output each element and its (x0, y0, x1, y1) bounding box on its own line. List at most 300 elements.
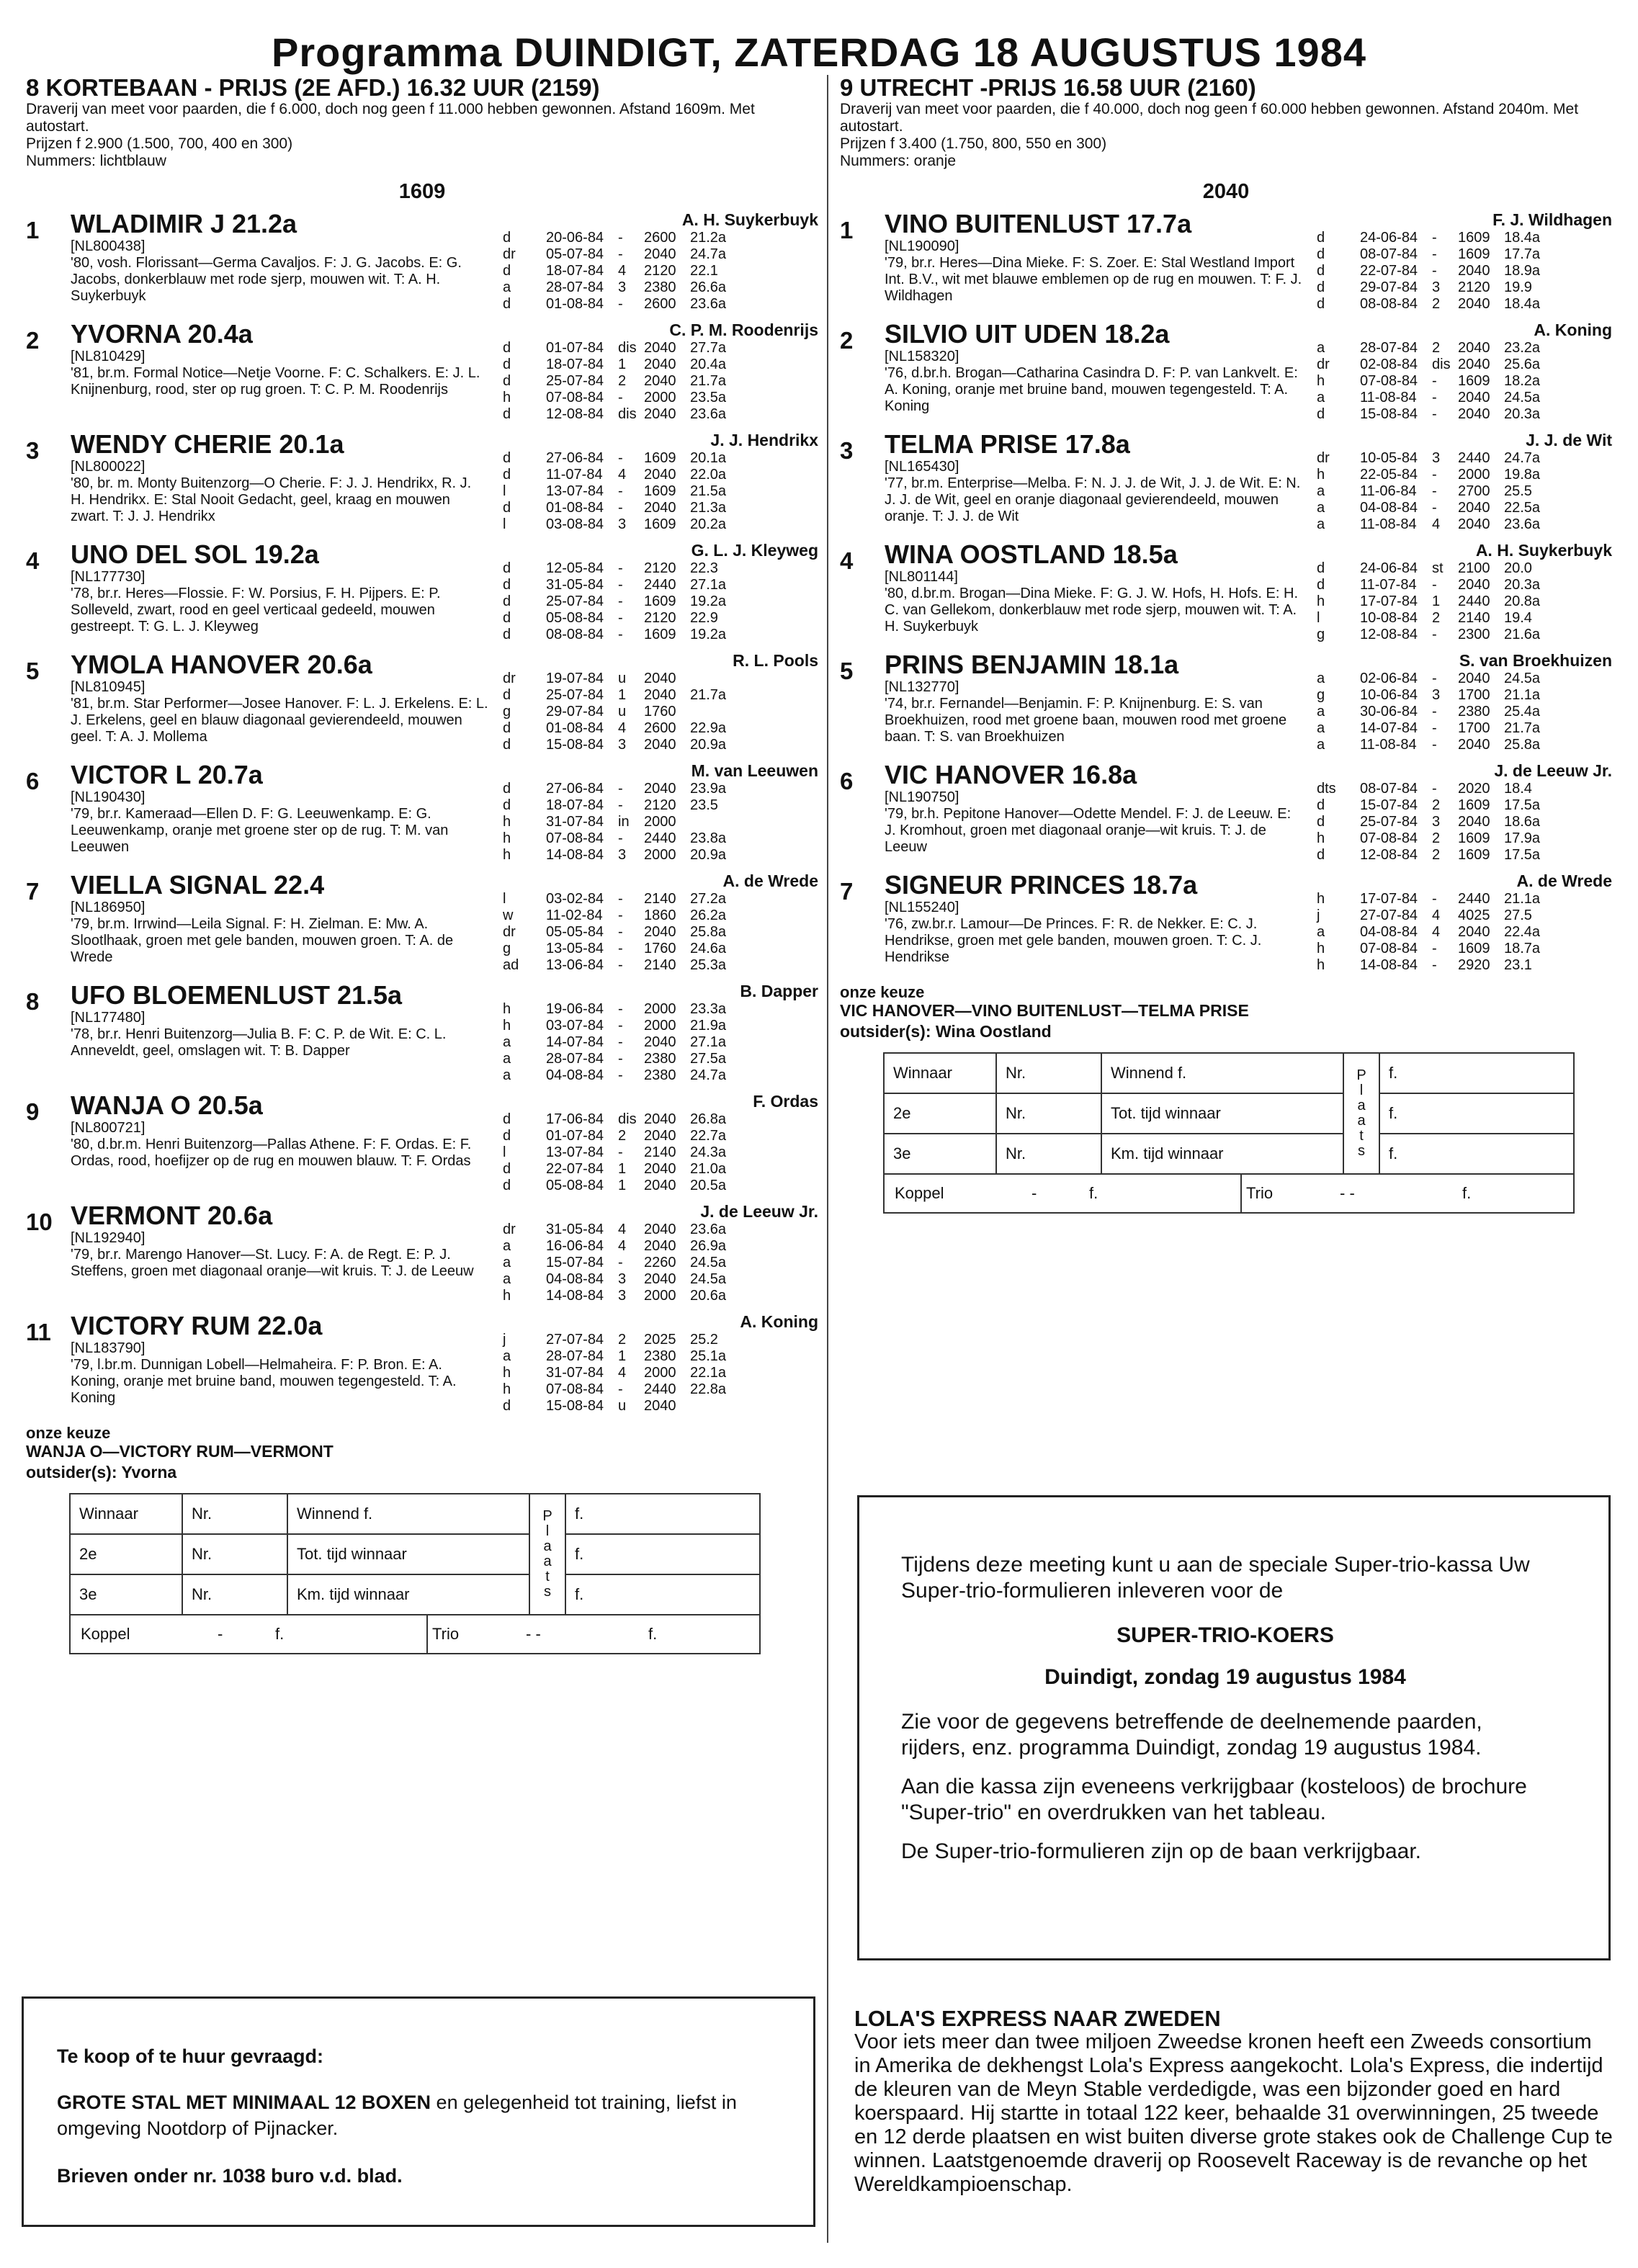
result-course: a (1317, 720, 1325, 736)
result-row (1317, 340, 1612, 357)
result-dash: 2 (618, 373, 627, 389)
form-km-tijd[interactable]: Km. tijd winnaar (1101, 1134, 1343, 1174)
horse-results (503, 1201, 818, 1304)
result-row (1317, 467, 1612, 483)
result-distance: 2440 (644, 577, 676, 593)
horse-number: 9 (26, 1098, 40, 1125)
result-course: g (1317, 687, 1325, 703)
result-time: 19.9 (1504, 279, 1532, 295)
lola-body: Voor iets meer dan twee miljoen Zweedse kronen heeft een Zweeds consortium in Amerika de dekhengst Lola's Express aangekocht. Lola's Express, die indertijd de kleuren van de Meyn Stable verdedigde, was een bijzonder goed en hard koerspaard. Hij startte in totaal 122 keer, behaalde 31 overwinningen, 25 tweede en 12 derde plaatsen en wist buiten diverse grote stakes ook de Challenge Cup te winnen. Laatstgenoemde draverij op Roosevelt Raceway is de revanche op het Wereldkampioenschap. (854, 2030, 1613, 2196)
horse-number: 6 (840, 768, 854, 794)
driver-name: A. H. Suykerbuyk (1475, 541, 1612, 560)
result-date: 24-06-84 (1360, 560, 1418, 576)
result-distance: 2380 (644, 1348, 676, 1364)
result-dash: 4 (1432, 516, 1441, 532)
result-time: 18.7a (1504, 941, 1541, 956)
result-date: 17-06-84 (546, 1111, 604, 1127)
result-dash: 3 (1432, 814, 1441, 830)
result-course: d (1317, 847, 1325, 863)
result-course: d (503, 1161, 511, 1177)
result-dash: - (618, 593, 623, 609)
result-date: 31-05-84 (546, 577, 604, 593)
result-date: 10-06-84 (1360, 687, 1418, 703)
result-time: 19.2a (690, 593, 727, 609)
result-course: d (503, 687, 511, 703)
result-course: d (1317, 296, 1325, 312)
horse-name: VINO BUITENLUST 17.7a (885, 209, 1192, 238)
result-row (503, 924, 818, 941)
race-prizes: Prijzen f 2.900 (1.500, 700, 400 en 300) (26, 135, 293, 152)
horse-registration: [NL177480] (71, 1010, 146, 1026)
outsider-label: outsider(s): (26, 1463, 117, 1482)
result-time: 25.2 (690, 1332, 718, 1348)
result-dash: - (1432, 957, 1437, 973)
result-date: 15-07-84 (1360, 797, 1418, 813)
horse-name: YVORNA 20.4a (71, 319, 253, 349)
result-course: dr (1317, 357, 1330, 372)
result-row (503, 781, 818, 797)
horse-entry (840, 210, 1612, 313)
result-time: 18.6a (1504, 814, 1541, 830)
driver-name: J. de Leeuw Jr. (700, 1202, 818, 1221)
horse-results (1317, 761, 1612, 864)
result-dash: 3 (1432, 687, 1441, 703)
horse-info (71, 1312, 496, 1415)
result-time: 24.7a (690, 246, 727, 262)
result-distance: 2040 (644, 406, 676, 422)
result-time: 22.0a (690, 467, 727, 483)
horse-pedigree: '74, br.r. Fernandel—Benjamin. F: P. Knijnenburg. E: S. van Broekhuizen, rood met groene baan, mouwen rood met groene baan. T: S. van Broekhuizen (885, 696, 1287, 745)
result-distance: 2025 (644, 1332, 676, 1348)
form-f[interactable]: f. (1379, 1134, 1574, 1174)
result-course: l (1317, 610, 1320, 626)
result-row (503, 577, 818, 593)
form-trio-f[interactable]: f. (648, 1625, 658, 1643)
result-dash: - (618, 797, 623, 813)
result-time: 20.0 (1504, 560, 1532, 576)
result-time: 25.5 (1504, 483, 1532, 499)
driver-name: A. de Wrede (1516, 871, 1612, 890)
driver-name: F. J. Wildhagen (1492, 210, 1612, 229)
form-dash: - (218, 1625, 223, 1643)
result-dash: 3 (618, 1288, 627, 1304)
result-dash: - (618, 924, 623, 940)
result-dash: 4 (618, 263, 627, 279)
form-tot-tijd[interactable]: Tot. tijd winnaar (1101, 1093, 1343, 1134)
result-distance: 2040 (1458, 296, 1490, 312)
result-row (1317, 373, 1612, 390)
result-distance: 2040 (1458, 340, 1490, 356)
column-divider (827, 75, 828, 2243)
result-row (503, 610, 818, 627)
horse-results (503, 1091, 818, 1194)
result-row (503, 1067, 818, 1084)
keuze-label: onze keuze (26, 1424, 111, 1442)
result-time: 20.4a (690, 357, 727, 372)
form-nr[interactable]: Nr. (182, 1574, 287, 1615)
horse-results (1317, 320, 1612, 423)
horse-name: WINA OOSTLAND 18.5a (885, 539, 1178, 569)
result-dash: 3 (618, 279, 627, 295)
horse-pedigree: '79, br.r. Marengo Hanover—St. Lucy. F: A. de Regt. E: P. J. Steffens, groen met diagonaal oranje—wit kruis. T: J. de Leeuw (71, 1247, 474, 1279)
form-koppel-f[interactable]: f. (275, 1615, 428, 1653)
result-distance: 2040 (1458, 500, 1490, 516)
result-dash: - (618, 941, 623, 956)
race-prizes: Prijzen f 3.400 (1.750, 800, 550 en 300) (840, 135, 1107, 152)
result-distance: 1609 (644, 516, 676, 532)
result-course: d (1317, 246, 1325, 262)
result-date: 10-08-84 (1360, 610, 1418, 626)
result-time: 23.5a (690, 390, 727, 405)
race-numbers: Nummers: oranje (840, 153, 957, 169)
horse-number: 1 (26, 217, 40, 243)
result-time: 21.2a (690, 230, 727, 246)
result-distance: 2040 (644, 1238, 676, 1254)
result-time: 22.1 (690, 263, 718, 279)
result-dash: - (618, 246, 623, 262)
result-row (503, 1332, 818, 1348)
result-row (1317, 390, 1612, 406)
result-dash: - (618, 830, 623, 846)
form-trio-f[interactable]: f. (1462, 1184, 1472, 1202)
result-dash: - (1432, 483, 1437, 499)
outsider-value: Wina Oostland (935, 1022, 1052, 1041)
result-dash: 4 (618, 1365, 627, 1381)
result-dash: - (1432, 230, 1437, 246)
result-time: 21.1a (1504, 891, 1541, 907)
result-date: 03-08-84 (546, 516, 604, 532)
result-row (1317, 957, 1612, 974)
horse-registration: [NL801144] (885, 569, 958, 585)
result-time: 20.9a (690, 737, 727, 753)
result-time: 20.5a (690, 1178, 727, 1193)
result-time: 21.7a (690, 373, 727, 389)
result-row (1317, 704, 1612, 720)
result-row (503, 340, 818, 357)
result-row (1317, 830, 1612, 847)
horse-info (885, 761, 1310, 864)
result-row (503, 1178, 818, 1194)
result-course: a (1317, 737, 1325, 753)
form-f[interactable]: f. (565, 1574, 760, 1615)
result-row (503, 737, 818, 753)
result-date: 15-08-84 (546, 737, 604, 753)
result-course: d (503, 627, 511, 642)
result-row (1317, 577, 1612, 593)
horse-info (71, 430, 496, 533)
horse-entry (840, 650, 1612, 753)
horse-results (1317, 650, 1612, 753)
result-date: 13-07-84 (546, 483, 604, 499)
result-time: 18.4 (1504, 781, 1532, 797)
result-distance: 2040 (644, 467, 676, 483)
result-dash: - (1432, 390, 1437, 405)
result-row (503, 230, 818, 246)
result-distance: 1760 (644, 704, 676, 720)
plaats-letter: a (1357, 1113, 1366, 1129)
ad-footer: Brieven onder nr. 1038 buro v.d. blad. (57, 2165, 403, 2187)
result-date: 05-08-84 (546, 1178, 604, 1193)
result-distance: 2000 (644, 390, 676, 405)
horse-entry (26, 1091, 818, 1194)
result-course: h (503, 847, 511, 863)
result-distance: 2040 (644, 340, 676, 356)
result-course: d (1317, 406, 1325, 422)
result-dash: 4 (618, 1238, 627, 1254)
result-dash: - (1432, 373, 1437, 389)
result-course: g (503, 704, 511, 720)
result-row (503, 373, 818, 390)
result-date: 14-07-84 (1360, 720, 1418, 736)
result-time: 27.1a (690, 577, 727, 593)
result-dash: - (1432, 704, 1437, 720)
horse-registration: [NL165430] (885, 459, 959, 475)
form-nr[interactable]: Nr. (182, 1494, 287, 1534)
result-course: d (503, 406, 511, 422)
result-distance: 2100 (1458, 560, 1490, 576)
result-course: a (503, 279, 511, 295)
result-row (503, 390, 818, 406)
result-row (1317, 797, 1612, 814)
result-row (1317, 610, 1612, 627)
result-time: 19.4 (1504, 610, 1532, 626)
result-time: 18.9a (1504, 263, 1541, 279)
result-row (1317, 357, 1612, 373)
result-course: a (503, 1238, 511, 1254)
form-f[interactable]: f. (1379, 1093, 1574, 1134)
result-course: a (1317, 516, 1325, 532)
result-course: h (1317, 593, 1325, 609)
horse-entry (840, 320, 1612, 423)
result-distance: 2380 (644, 279, 676, 295)
plaats-letter: a (543, 1554, 552, 1569)
driver-name: J. de Leeuw Jr. (1494, 761, 1612, 780)
result-time: 21.9a (690, 1018, 727, 1034)
result-distance: 1609 (644, 593, 676, 609)
result-course: l (503, 516, 506, 532)
result-time: 23.3a (690, 1001, 727, 1017)
result-course: a (1317, 500, 1325, 516)
result-course: d (1317, 577, 1325, 593)
race-distance: 2040 (1202, 180, 1250, 203)
result-distance: 2040 (644, 1178, 676, 1193)
driver-name: J. J. de Wit (1526, 431, 1612, 449)
form-winnend[interactable]: Winnend f. (287, 1494, 529, 1534)
result-course: h (1317, 891, 1325, 907)
horse-results (503, 320, 818, 423)
form-nr[interactable]: Nr. (996, 1053, 1101, 1093)
horse-entry (840, 430, 1612, 533)
result-row (503, 357, 818, 373)
outsider-label: outsider(s): (840, 1022, 931, 1041)
result-dash: - (618, 957, 623, 973)
result-course: ad (503, 957, 519, 973)
result-date: 01-07-84 (546, 340, 604, 356)
result-date: 14-08-84 (546, 847, 604, 863)
result-dash: in (618, 814, 630, 830)
result-distance: 2440 (1458, 593, 1490, 609)
result-dash: u (618, 704, 627, 720)
result-date: 08-07-84 (1360, 246, 1418, 262)
result-course: d (503, 1128, 511, 1144)
result-course: h (503, 1001, 511, 1017)
form-nr[interactable]: Nr. (996, 1093, 1101, 1134)
result-course: dts (1317, 781, 1336, 797)
result-date: 04-08-84 (1360, 500, 1418, 516)
result-date: 11-08-84 (1360, 516, 1417, 532)
result-distance: 1609 (1458, 941, 1490, 956)
result-distance: 2440 (644, 830, 676, 846)
result-time: 26.6a (690, 279, 727, 295)
result-course: d (503, 1398, 511, 1414)
form-tot-tijd[interactable]: Tot. tijd winnaar (287, 1534, 529, 1574)
horse-name: UNO DEL SOL 19.2a (71, 539, 319, 569)
horse-name: SIGNEUR PRINCES 18.7a (885, 870, 1198, 900)
result-date: 07-08-84 (546, 390, 604, 405)
result-course: a (503, 1348, 511, 1364)
result-time: 22.9a (690, 720, 727, 736)
result-row (503, 1111, 818, 1128)
result-dash: - (618, 1034, 623, 1050)
result-time: 22.9 (690, 610, 718, 626)
form-winnaar: Winnaar (884, 1053, 996, 1093)
result-row (503, 907, 818, 924)
result-time: 24.3a (690, 1144, 727, 1160)
result-date: 07-08-84 (1360, 373, 1418, 389)
result-date: 10-05-84 (1360, 450, 1418, 466)
result-course: d (1317, 230, 1325, 246)
result-distance: 1760 (644, 941, 676, 956)
result-date: 13-07-84 (546, 1144, 604, 1160)
result-dash: 3 (1432, 279, 1441, 295)
horse-entry (26, 210, 818, 313)
form-km-tijd[interactable]: Km. tijd winnaar (287, 1574, 529, 1615)
horse-registration: [NL158320] (885, 349, 959, 364)
horse-pedigree: '80, d.br.m. Henri Buitenzorg—Pallas Athene. F: F. Ordas. E: F. Ordas, rood, hoefijzer op de rug en mouwen blauw. T: F. Ordas (71, 1137, 472, 1169)
result-row (503, 483, 818, 500)
horse-registration: [NL190750] (885, 789, 959, 805)
result-dash: - (618, 296, 623, 312)
driver-name: M. van Leeuwen (691, 761, 818, 780)
horse-name: VICTORY RUM 22.0a (71, 1311, 323, 1340)
result-distance: 2120 (644, 263, 676, 279)
horse-registration: [NL132770] (885, 679, 959, 695)
result-distance: 2040 (644, 687, 676, 703)
result-row (1317, 891, 1612, 907)
form-nr[interactable]: Nr. (996, 1134, 1101, 1174)
horse-name: UFO BLOEMENLUST 21.5a (71, 980, 403, 1010)
form-nr[interactable]: Nr. (182, 1534, 287, 1574)
result-course: g (503, 941, 511, 956)
result-date: 08-08-84 (1360, 296, 1418, 312)
result-distance: 2000 (644, 1365, 676, 1381)
result-date: 27-06-84 (546, 781, 604, 797)
result-dash: 2 (618, 1332, 627, 1348)
result-row (1317, 671, 1612, 687)
result-distance: 2040 (1458, 357, 1490, 372)
result-date: 30-06-84 (1360, 704, 1418, 720)
result-course: h (1317, 957, 1325, 973)
result-distance: 1700 (1458, 687, 1490, 703)
result-dash: - (1432, 406, 1437, 422)
keuze-label: onze keuze (840, 983, 925, 1001)
result-dash: u (618, 671, 627, 686)
result-date: 13-05-84 (546, 941, 604, 956)
horse-entry (26, 871, 818, 974)
result-dash: - (1432, 720, 1437, 736)
result-dash: 1 (1432, 593, 1441, 609)
result-date: 17-07-84 (1360, 891, 1418, 907)
result-distance: 2700 (1458, 483, 1490, 499)
result-course: d (1317, 560, 1325, 576)
result-time: 27.2a (690, 891, 727, 907)
result-dash: 4 (618, 467, 627, 483)
result-time: 25.6a (1504, 357, 1541, 372)
result-time: 21.5a (690, 483, 727, 499)
result-course: d (1317, 279, 1325, 295)
result-course: d (503, 577, 511, 593)
form-koppel-f[interactable]: f. (1089, 1175, 1242, 1212)
form-koppel: Koppel (81, 1625, 130, 1643)
result-date: 03-07-84 (546, 1018, 604, 1034)
result-course: d (503, 781, 511, 797)
result-time: 23.8a (690, 830, 727, 846)
result-course: d (1317, 263, 1325, 279)
horse-name: VERMONT 20.6a (71, 1201, 273, 1230)
result-distance: 2140 (1458, 610, 1490, 626)
driver-name: J. J. Hendrikx (710, 431, 818, 449)
result-time: 20.1a (690, 450, 727, 466)
form-f[interactable]: f. (565, 1534, 760, 1574)
form-plaats (529, 1494, 565, 1615)
result-date: 15-08-84 (1360, 406, 1418, 422)
result-dash: 3 (1432, 450, 1441, 466)
result-date: 01-08-84 (546, 296, 604, 312)
result-row (1317, 296, 1612, 313)
result-date: 02-08-84 (1360, 357, 1418, 372)
form-f[interactable]: f. (565, 1494, 760, 1534)
result-date: 22-05-84 (1360, 467, 1418, 483)
form-winnend[interactable]: Winnend f. (1101, 1053, 1343, 1093)
horse-name: TELMA PRISE 17.8a (885, 429, 1130, 459)
result-row (1317, 907, 1612, 924)
result-dash: 3 (618, 516, 627, 532)
driver-name: A. Koning (1534, 321, 1612, 339)
result-course: h (503, 1381, 511, 1397)
super-trio-forms: De Super-trio-formulieren zijn op de baan verkrijgbaar. (901, 1839, 1422, 1863)
result-course: h (503, 830, 511, 846)
result-row (503, 516, 818, 533)
horse-pedigree: '78, br.r. Henri Buitenzorg—Julia B. F: C. P. de Wit. E: C. L. Anneveldt, geel, omslagen wit. T: B. Dapper (71, 1026, 447, 1059)
result-time: 21.1a (1504, 687, 1541, 703)
result-dash: - (618, 450, 623, 466)
result-dash: - (1432, 577, 1437, 593)
result-row (503, 1398, 818, 1415)
result-date: 11-02-84 (546, 907, 603, 923)
result-date: 25-07-84 (546, 687, 604, 703)
horse-results (503, 650, 818, 753)
horse-info (71, 540, 496, 643)
result-time: 17.9a (1504, 830, 1541, 846)
result-distance: 2600 (644, 296, 676, 312)
result-course: d (503, 450, 511, 466)
result-row (503, 296, 818, 313)
horse-info (71, 871, 496, 974)
form-f[interactable]: f. (1379, 1053, 1574, 1093)
result-course: d (503, 500, 511, 516)
result-date: 11-07-84 (1360, 577, 1417, 593)
form-3e: 3e (70, 1574, 182, 1615)
